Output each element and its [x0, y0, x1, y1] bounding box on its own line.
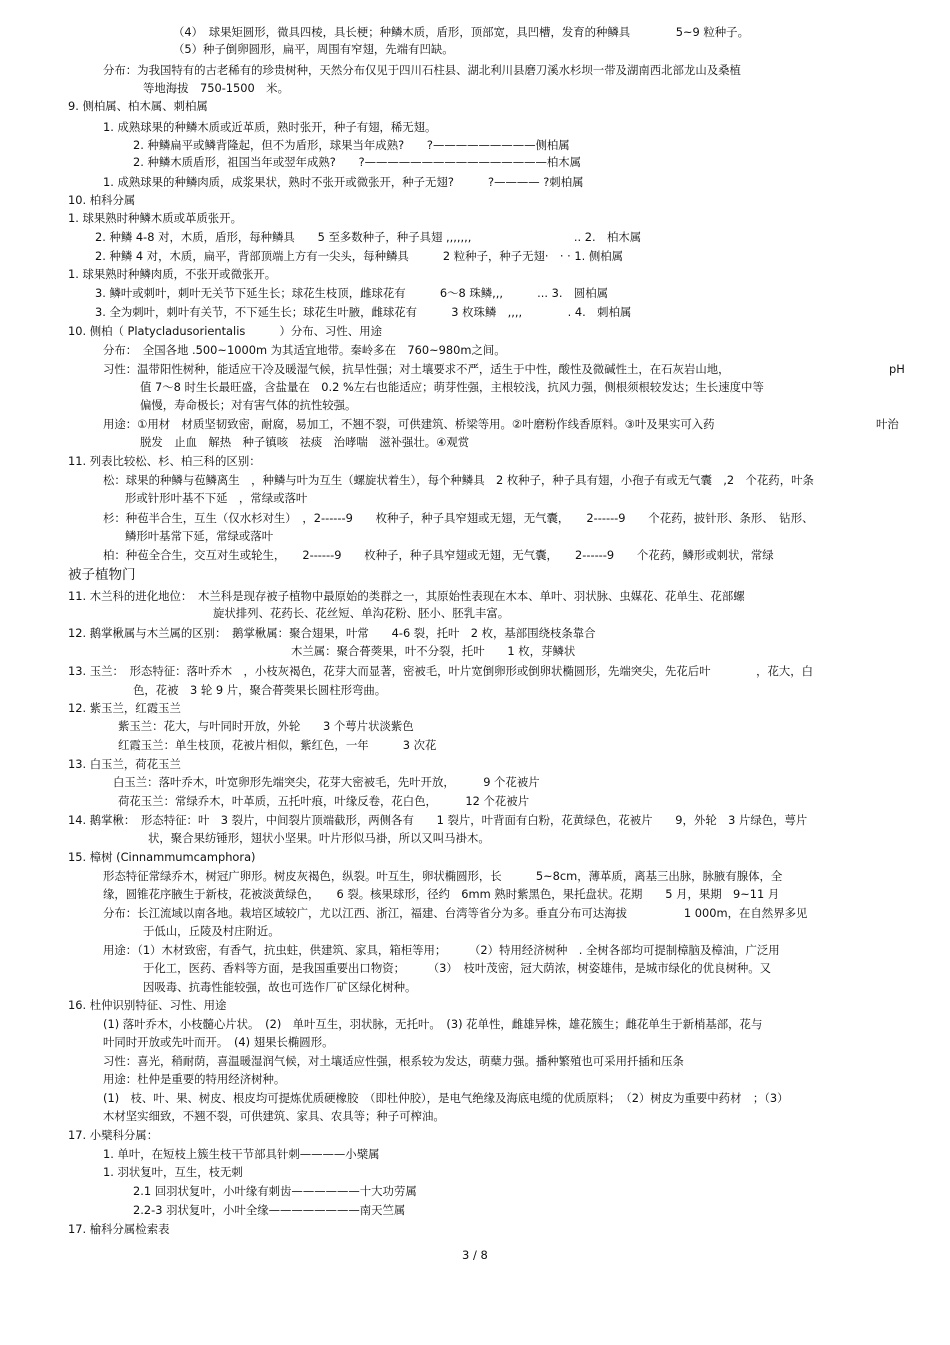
text-line: 松：球果的种鳞与苞鳞离生 ，种鳞与叶为互生（螺旋状着生），每个种鳞具 2 枚种子，种子具有翅，小孢子有或无气囊 ,2 个花药，叶条 [103, 473, 814, 487]
text-line: 色，花被 3 轮 9 片，聚合蓇葖果长圆柱形弯曲。 [133, 683, 387, 697]
section-heading: 17. 榆科分属检索表 [68, 1222, 170, 1236]
section-heading: 9. 侧柏属、柏木属、刺柏属 [68, 99, 208, 113]
text-line: 等地海拔 750-1500 米。 [143, 81, 289, 95]
text-line: 木材坚实细致，不翘不裂，可供建筑、家具、农具等；种子可榨油。 [103, 1109, 445, 1123]
section-heading: 10. 柏科分属 [68, 193, 136, 207]
text-line: 习性：喜光，稍耐荫，喜温暖湿润气候，对土壤适应性强，根系较为发达，萌蘖力强。播种繁殖也可采用扦插和压条 [103, 1054, 684, 1068]
text-line: 14. 鹅掌楸： 形态特征：叶 3 裂片，中间裂片顶端截形，两侧各有 1 裂片，叶背面有白粉，花黄绿色，花被片 9，外轮 3 片绿色，萼片 [68, 813, 808, 827]
text-line: 3. 全为刺叶，刺叶有关节，不下延生长；球花生叶腋，雌球花有 3 枚珠鳞 ,,,, . 4. 刺柏属 [95, 305, 632, 319]
text-line: 状，聚合果纺锤形，翅状小坚果。叶片形似马褂，所以又叫马褂木。 [148, 831, 490, 845]
text-line: 分布：长江流域以南各地。栽培区域较广，尤以江西、浙江，福建、台湾等省分为多。垂直分布可达海拔 1 000m，在自然界多见 [103, 906, 808, 920]
text-line: 柏：种苞全合生，交互对生或轮生， 2------9 枚种子，种子具窄翅或无翅，无气囊， 2------9 个花药，鳞形或刺状，常绿 [103, 548, 774, 562]
text-line: 2. 种鳞 4-8 对，木质，盾形，每种鳞具 5 至多数种子，种子具翅 ,,,,,,, .. 2. 柏木属 [95, 230, 642, 244]
text-line: 鳞形叶基常下延，常绿或落叶 [125, 529, 274, 543]
text-line: (1) 枝、叶、果、树皮、根皮均可提炼优质硬橡胶 （即杜仲胶），是电气绝缘及海底电缆的优质原料； （2）树皮为重要中药材 ；（3） [103, 1091, 789, 1105]
text-line: 11. 木兰科的进化地位： 木兰科是现存被子植物中最原始的类群之一，其原始性表现在木本、单叶、羽状脉、虫媒花、花单生、花部螺 [68, 589, 745, 603]
text-line: (1) 落叶乔木，小枝髓心片状。 (2) 单叶互生，羽状脉，无托叶。 (3) 花单性，雌雄异株，雄花簇生；雌花单生于新梢基部，花与 [103, 1017, 763, 1031]
text-line: （5）种子倒卵圆形，扁平，周围有窄翅，先端有凹缺。 [173, 42, 454, 56]
text-line: 用途：（1）木材致密，有香气，抗虫蛀，供建筑、家具，箱柜等用； （2）特用经济树种 . 全树各部均可提制樟脑及樟油，广泛用 [103, 943, 780, 957]
text-line: 缘，圆锥花序腋生于新枝，花被淡黄绿色， 6 裂。核果球形，径约 6mm 熟时紫黑色，果托盘状。花期 5 月，果期 9~11 月 [103, 887, 780, 901]
text-line: 2.1 回羽状复叶，小叶缘有刺齿——————十大功劳属 [133, 1184, 417, 1198]
text-line: 用途：杜仲是重要的特用经济树种。 [103, 1072, 286, 1086]
text-line: 1. 球果熟时种鳞木质或革质张开。 [68, 211, 242, 225]
text-line: 旋状排列、花药长、花丝短、单沟花粉、胚小、胚乳丰富。 [213, 606, 510, 620]
text-line: 叶治 [876, 417, 899, 431]
text-line: 1. 成熟球果的种鳞木质或近革质，熟时张开，种子有翅，稀无翅。 [103, 120, 437, 134]
text-line: 紫玉兰：花大，与叶同时开放，外轮 3 个萼片状淡紫色 [118, 719, 414, 733]
text-line: （4） 球果矩圆形，微具四棱，具长梗；种鳞木质，盾形，顶部宽，具凹槽，发育的种鳞具 5~9 粒种子。 [173, 25, 749, 39]
text-line: 形态特征常绿乔木，树冠广卵形。树皮灰褐色，纵裂。叶互生，卵状椭圆形，长 5~8cm，薄革质，离基三出脉，脉腋有腺体，全 [103, 869, 783, 883]
text-line: 1. 成熟球果的种鳞肉质，成浆果状，熟时不张开或微张开，种子无翅? ?———— ?刺柏属 [103, 175, 584, 189]
text-line: 2. 种鳞扁平或鳞背隆起，但不为盾形，球果当年成熟? ?—————————侧柏属 [133, 138, 570, 152]
section-heading: 11. 列表比较松、杉、柏三科的区别： [68, 454, 261, 468]
text-line: 13. 玉兰： 形态特征：落叶乔木 ，小枝灰褐色，花芽大而显著，密被毛，叶片宽倒卵形或倒卵状椭圆形，先端突尖，先花后叶 ，花大，白 [68, 664, 814, 678]
text-line: pH [889, 362, 905, 376]
text-line: 因吸毒、抗毒性能较强，故也可选作厂矿区绿化树种。 [143, 980, 417, 994]
text-line: 脱发 止血 解热 种子镇咳 祛痰 治哮喘 滋补强壮。④观赏 [140, 435, 470, 449]
text-line: 木兰属：聚合蓇葖果，叶不分裂，托叶 1 枚，芽鳞状 [291, 644, 576, 658]
text-line: 叶同时开放或先叶而开。 (4) 翅果长椭圆形。 [103, 1035, 334, 1049]
text-line: 2. 种鳞 4 对，木质，扁平，背部顶端上方有一尖头，每种鳞具 2 粒种子，种子无翅· · · 1. 侧柏属 [95, 249, 624, 263]
text-line: 于低山，丘陵及村庄附近。 [143, 924, 280, 938]
text-line: 12. 鹅掌楸属与木兰属的区别： 鹅掌楸属：聚合翅果，叶常 4-6 裂，托叶 2 枚，基部围绕枝条靠合 [68, 626, 596, 640]
text-line: 白玉兰：落叶乔木，叶宽卵形先端突尖，花芽大密被毛，先叶开放， 9 个花被片 [113, 775, 540, 789]
text-line: 偏慢，寿命极长；对有害气体的抗性较强。 [140, 398, 357, 412]
section-heading: 12. 紫玉兰，红霞玉兰 [68, 701, 181, 715]
text-line: 杉：种苞半合生，互生（仅水杉对生） ，2------9 枚种子，种子具窄翅或无翅，无气囊， 2------9 个花药，披针形、条形、 钻形、 [103, 511, 814, 525]
section-heading: 15. 樟树 (Cinnammumcamphora) [68, 850, 256, 864]
text-line: 值 7～8 时生长最旺盛，含盐量在 0.2 %左右也能适应；萌芽性强，主根较浅，抗风力强，侧根须根较发达；生长速度中等 [140, 380, 764, 394]
page-number: 3 / 8 [462, 1248, 488, 1262]
text-line: 于化工，医药、香料等方面，是我国重要出口物资； （3） 枝叶茂密，冠大荫浓，树姿雄伟，是城市绿化的优良树种。又 [143, 961, 772, 975]
chapter-heading: 被子植物门 [68, 567, 136, 583]
section-heading: 17. 小檗科分属： [68, 1128, 159, 1142]
text-line: 1. 单叶，在短枝上簇生枝干节部具针刺————小檗属 [103, 1147, 380, 1161]
section-heading: 16. 杜仲识别特征、习性、用途 [68, 998, 227, 1012]
text-line: 红霞玉兰：单生枝顶，花被片相似，紫红色，一年 3 次花 [118, 738, 437, 752]
text-line: 荷花玉兰：常绿乔木，叶革质，五托叶痕，叶缘反卷，花白色， 12 个花被片 [118, 794, 530, 808]
text-line: 分布：为我国特有的古老稀有的珍贵树种，天然分布仅见于四川石柱县、湖北利川县磨刀溪水杉坝一带及湖南西北部龙山及桑植 [103, 63, 741, 77]
text-line: 2.2-3 羽状复叶，小叶全缘————————南天竺属 [133, 1203, 406, 1217]
text-line: 用途：①用材 材质坚韧致密，耐腐，易加工，不翘不裂，可供建筑、桥梁等用。②叶磨粉作线香原料。③叶及果实可入药 [103, 417, 715, 431]
text-line: 1. 羽状复叶，互生，枝无刺 [103, 1165, 243, 1179]
section-heading: 13. 白玉兰，荷花玉兰 [68, 757, 181, 771]
section-heading: 10. 侧柏（ Platycladusorientalis ）分布、习性、用途 [68, 324, 382, 338]
text-line: 2. 种鳞木质盾形，祖国当年或翌年成熟? ?————————————————柏木属 [133, 155, 582, 169]
text-line: 分布： 全国各地 .500~1000m 为其适宜地带。秦岭多在 760~980m之间。 [103, 343, 506, 357]
text-line: 形或针形叶基不下延 ，常绿或落叶 [125, 491, 308, 505]
text-line: 习性：温带阳性树种，能适应干冷及暖湿气候，抗旱性强；对土壤要求不严，适生于中性，酸性及微碱性土，在石灰岩山地， [103, 362, 730, 376]
text-line: 1. 球果熟时种鳞肉质，不张开或微张开。 [68, 267, 277, 281]
text-line: 3. 鳞叶或刺叶，刺叶无关节下延生长；球花生枝顶，雌球花有 6～8 珠鳞,,, ... 3. 圆柏属 [95, 286, 609, 300]
